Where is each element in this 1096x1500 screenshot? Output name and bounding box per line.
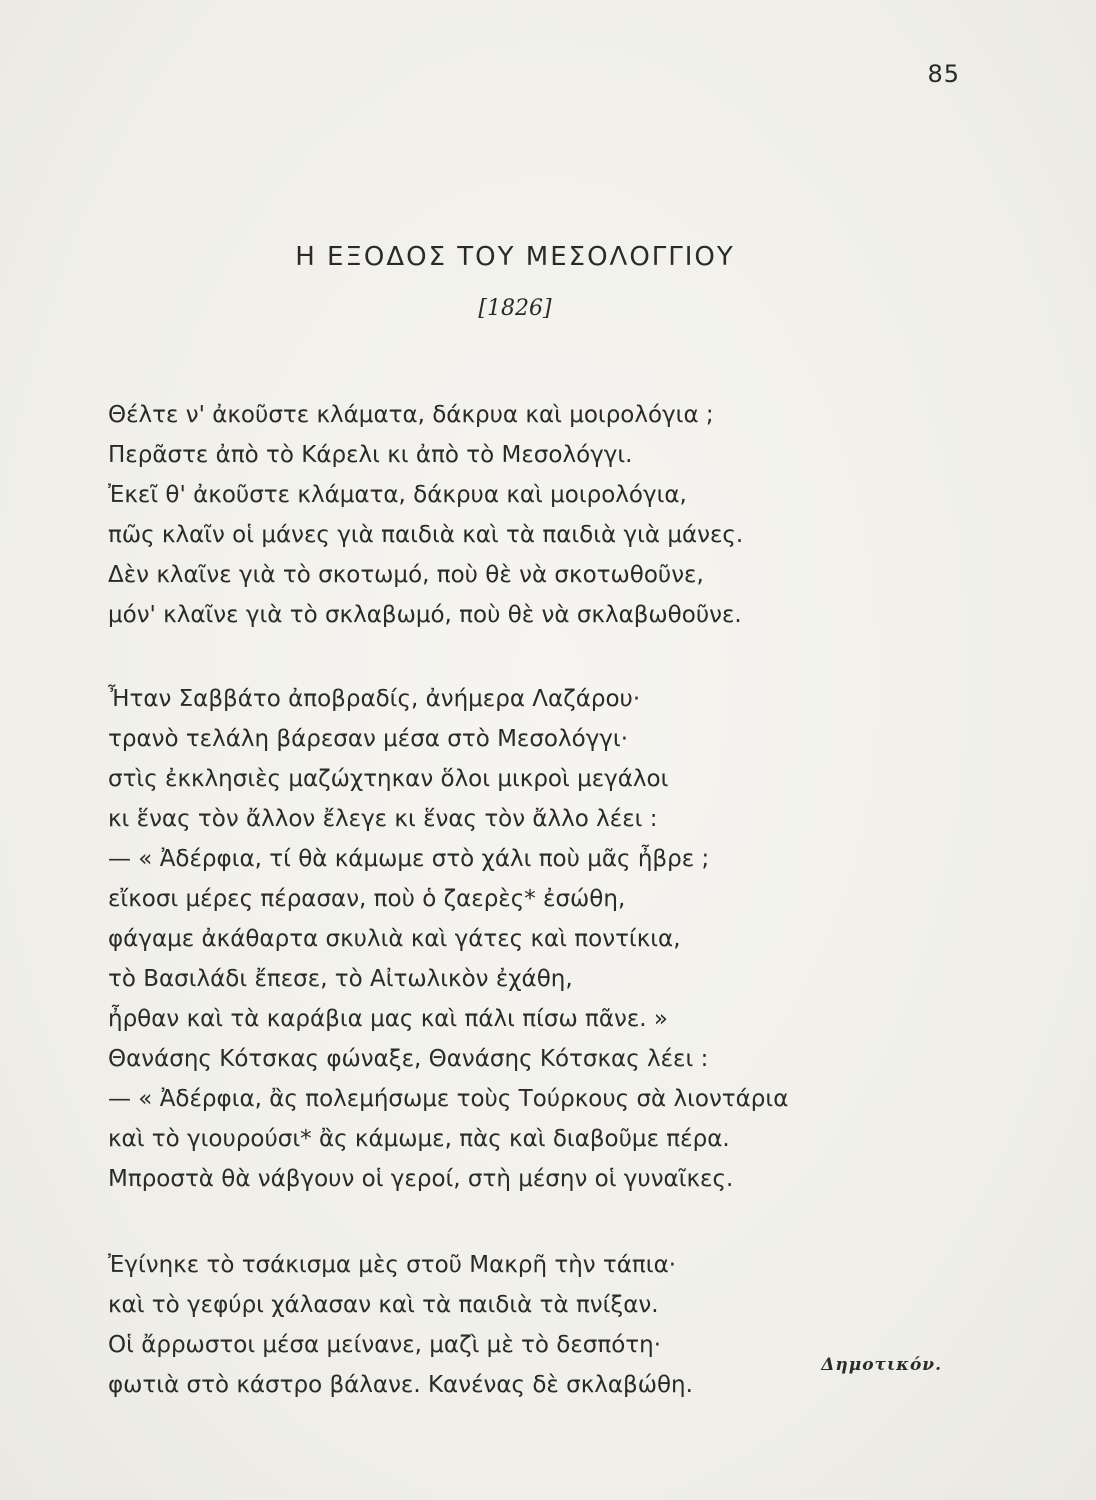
poem-line: Περᾶστε ἀπὸ τὸ Κάρελι κι ἀπὸ τὸ Μεσολόγγι. (108, 442, 633, 468)
poem-line: τὸ Βασιλάδι ἔπεσε, τὸ Αἰτωλικὸν ἐχάθη, (108, 966, 573, 992)
attribution: Δημοτικόν. (821, 1355, 942, 1375)
poem-title: Η ΕΞΟΔΟΣ ΤΟΥ ΜΕΣΟΛΟΓΓΙΟΥ (295, 242, 735, 272)
stanza-3 (108, 1245, 968, 1405)
poem-line: — « Ἀδέρφια, ἂς πολεμήσωμε τοὺς Τούρκους σὰ λιοντάρια (108, 1086, 789, 1112)
poem-line: Δὲν κλαῖνε γιὰ τὸ σκοτωμό, ποὺ θὲ νὰ σκοτωθοῦνε, (108, 562, 704, 588)
poem-line: κι ἕνας τὸν ἄλλον ἔλεγε κι ἕνας τὸν ἄλλο λέει : (108, 806, 658, 832)
poem-year: [1826] (478, 296, 552, 321)
poem-line: στὶς ἐκκλησιὲς μαζώχτηκαν ὅλοι μικροὶ μεγάλοι (108, 766, 669, 792)
poem-line: πῶς κλαῖν οἱ μάνες γιὰ παιδιὰ καὶ τὰ παιδιὰ γιὰ μάνες. (108, 522, 744, 548)
poem-line: μόν' κλαῖνε γιὰ τὸ σκλαβωμό, ποὺ θὲ νὰ σκλαβωθοῦνε. (108, 602, 742, 628)
poem-body (108, 395, 968, 1405)
poem-line: εἴκοσι μέρες πέρασαν, ποὺ ὁ ζαερὲς* ἐσώθη, (108, 886, 626, 912)
poem-line: καὶ τὸ γιουρούσι* ἂς κάμωμε, πὰς καὶ διαβοῦμε πέρα. (108, 1126, 730, 1152)
page-number: 85 (927, 60, 960, 88)
stanza-2 (108, 679, 968, 1199)
poem-line: Θέλτε ν' ἀκοῦστε κλάματα, δάκρυα καὶ μοιρολόγια ; (108, 402, 714, 428)
poem-line: Ἐγίνηκε τὸ τσάκισμα μὲς στοῦ Μακρῆ τὴν τάπια· (108, 1252, 677, 1278)
stanza-spacer (108, 1199, 968, 1245)
poem-line: καὶ τὸ γεφύρι χάλασαν καὶ τὰ παιδιὰ τὰ πνίξαν. (108, 1292, 659, 1318)
stanza-spacer (108, 635, 968, 679)
poem-line: Ἦταν Σαββάτο ἀποβραδίς, ἀνήμερα Λαζάρου· (108, 686, 641, 712)
poem-line: φωτιὰ στὸ κάστρο βάλανε. Κανένας δὲ σκλαβώθη. (108, 1372, 693, 1398)
poem-line: Οἱ ἄρρωστοι μέσα μείνανε, μαζὶ μὲ τὸ δεσπότη· (108, 1332, 662, 1358)
poem-line: Θανάσης Κότσκας φώναξε, Θανάσης Κότσκας λέει : (108, 1046, 709, 1072)
poem-line: — « Ἀδέρφια, τί θὰ κάμωμε στὸ χάλι ποὺ μᾶς ἦβρε ; (108, 846, 710, 872)
stanza-1 (108, 395, 968, 635)
poem-line: ἦρθαν καὶ τὰ καράβια μας καὶ πάλι πίσω πᾶνε. » (108, 1006, 668, 1032)
poem-line: φάγαμε ἀκάθαρτα σκυλιὰ καὶ γάτες καὶ ποντίκια, (108, 926, 681, 952)
poem-line: Μπροστὰ θὰ νάβγουν οἱ γεροί, στὴ μέσην οἱ γυναῖκες. (108, 1166, 734, 1192)
poem-line: Ἐκεῖ θ' ἀκοῦστε κλάματα, δάκρυα καὶ μοιρολόγια, (108, 482, 687, 508)
poem-line: τρανὸ τελάλη βάρεσαν μέσα στὸ Μεσολόγγι· (108, 726, 629, 752)
